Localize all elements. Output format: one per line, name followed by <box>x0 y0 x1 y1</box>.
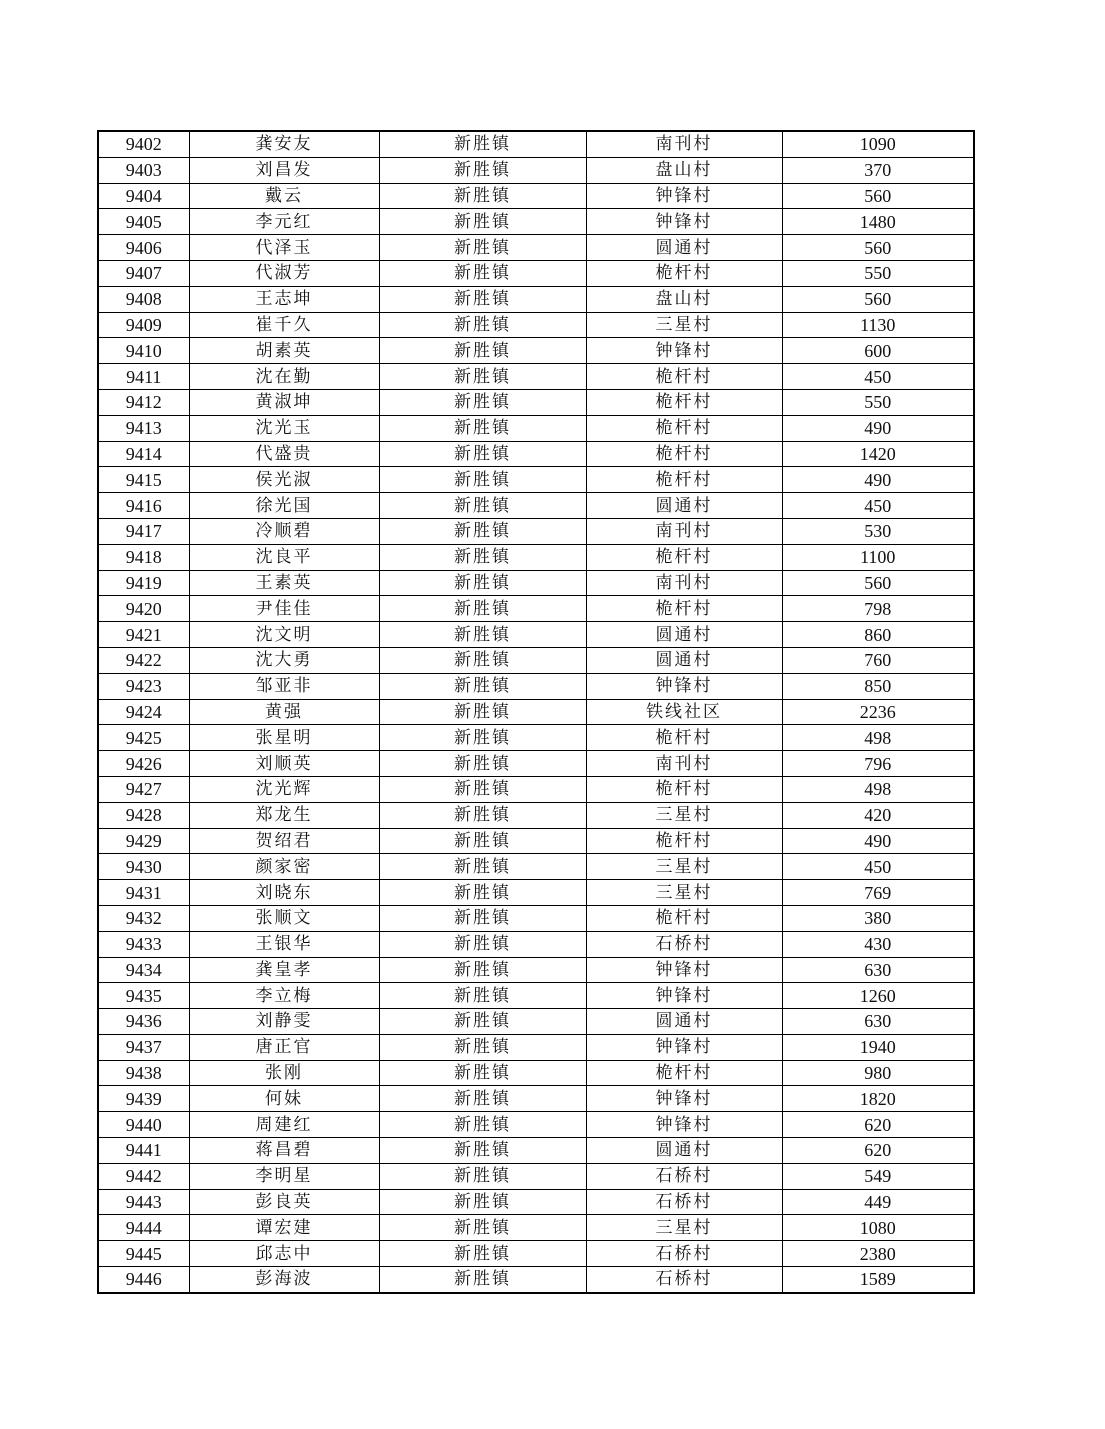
cell-village: 三星村 <box>586 312 782 338</box>
cell-village: 南刊村 <box>586 131 782 157</box>
table-row <box>98 183 974 209</box>
cell-village: 圆通村 <box>586 493 782 519</box>
cell-person-name: 沈光玉 <box>189 415 379 441</box>
cell-village: 三星村 <box>586 1215 782 1241</box>
cell-serial-number: 9433 <box>98 931 189 957</box>
cell-town: 新胜镇 <box>379 596 586 622</box>
cell-serial-number: 9413 <box>98 415 189 441</box>
cell-person-name: 王素英 <box>189 570 379 596</box>
cell-person-name: 李明星 <box>189 1163 379 1189</box>
cell-serial-number: 9414 <box>98 441 189 467</box>
table-row <box>98 725 974 751</box>
cell-amount: 560 <box>782 570 974 596</box>
cell-town: 新胜镇 <box>379 1267 586 1293</box>
table-row <box>98 673 974 699</box>
cell-village: 钟锋村 <box>586 957 782 983</box>
cell-serial-number: 9408 <box>98 286 189 312</box>
cell-town: 新胜镇 <box>379 725 586 751</box>
table-row <box>98 776 974 802</box>
cell-person-name: 沈大勇 <box>189 647 379 673</box>
cell-serial-number: 9443 <box>98 1189 189 1215</box>
cell-amount: 1080 <box>782 1215 974 1241</box>
cell-amount: 490 <box>782 415 974 441</box>
cell-amount: 490 <box>782 828 974 854</box>
cell-person-name: 代泽玉 <box>189 235 379 261</box>
cell-village: 桅杆村 <box>586 544 782 570</box>
cell-amount: 798 <box>782 596 974 622</box>
table-row <box>98 544 974 570</box>
cell-amount: 620 <box>782 1138 974 1164</box>
cell-town: 新胜镇 <box>379 1086 586 1112</box>
cell-town: 新胜镇 <box>379 1163 586 1189</box>
cell-person-name: 蒋昌碧 <box>189 1138 379 1164</box>
cell-person-name: 刘静雯 <box>189 1009 379 1035</box>
cell-town: 新胜镇 <box>379 389 586 415</box>
cell-amount: 550 <box>782 389 974 415</box>
cell-amount: 620 <box>782 1112 974 1138</box>
cell-person-name: 刘晓东 <box>189 880 379 906</box>
cell-serial-number: 9418 <box>98 544 189 570</box>
cell-serial-number: 9420 <box>98 596 189 622</box>
cell-person-name: 张顺文 <box>189 905 379 931</box>
cell-village: 桅杆村 <box>586 260 782 286</box>
cell-town: 新胜镇 <box>379 776 586 802</box>
table-row <box>98 802 974 828</box>
cell-serial-number: 9432 <box>98 905 189 931</box>
cell-village: 桅杆村 <box>586 467 782 493</box>
cell-town: 新胜镇 <box>379 905 586 931</box>
cell-amount: 560 <box>782 286 974 312</box>
cell-person-name: 黄强 <box>189 699 379 725</box>
cell-serial-number: 9434 <box>98 957 189 983</box>
table-row <box>98 312 974 338</box>
cell-person-name: 周建红 <box>189 1112 379 1138</box>
cell-person-name: 李元红 <box>189 209 379 235</box>
cell-village: 石桥村 <box>586 1267 782 1293</box>
table-row <box>98 647 974 673</box>
cell-amount: 449 <box>782 1189 974 1215</box>
cell-serial-number: 9445 <box>98 1241 189 1267</box>
cell-town: 新胜镇 <box>379 493 586 519</box>
cell-village: 南刊村 <box>586 751 782 777</box>
cell-serial-number: 9411 <box>98 364 189 390</box>
cell-town: 新胜镇 <box>379 931 586 957</box>
cell-village: 石桥村 <box>586 931 782 957</box>
table-row <box>98 905 974 931</box>
cell-amount: 498 <box>782 725 974 751</box>
table-row <box>98 1215 974 1241</box>
cell-serial-number: 9424 <box>98 699 189 725</box>
table-row <box>98 1267 974 1293</box>
cell-amount: 498 <box>782 776 974 802</box>
cell-amount: 860 <box>782 622 974 648</box>
cell-village: 南刊村 <box>586 570 782 596</box>
cell-town: 新胜镇 <box>379 854 586 880</box>
cell-town: 新胜镇 <box>379 312 586 338</box>
cell-village: 南刊村 <box>586 518 782 544</box>
cell-person-name: 彭海波 <box>189 1267 379 1293</box>
cell-village: 三星村 <box>586 802 782 828</box>
cell-person-name: 冷顺碧 <box>189 518 379 544</box>
cell-person-name: 徐光国 <box>189 493 379 519</box>
cell-amount: 630 <box>782 1009 974 1035</box>
cell-person-name: 崔千久 <box>189 312 379 338</box>
table-row <box>98 983 974 1009</box>
cell-amount: 1589 <box>782 1267 974 1293</box>
table-row <box>98 751 974 777</box>
cell-town: 新胜镇 <box>379 518 586 544</box>
cell-village: 钟锋村 <box>586 1112 782 1138</box>
cell-town: 新胜镇 <box>379 131 586 157</box>
cell-town: 新胜镇 <box>379 957 586 983</box>
table-row <box>98 493 974 519</box>
table-row <box>98 415 974 441</box>
cell-person-name: 颜家密 <box>189 854 379 880</box>
cell-village: 桅杆村 <box>586 725 782 751</box>
cell-serial-number: 9416 <box>98 493 189 519</box>
cell-person-name: 李立梅 <box>189 983 379 1009</box>
cell-amount: 2236 <box>782 699 974 725</box>
cell-amount: 850 <box>782 673 974 699</box>
cell-village: 钟锋村 <box>586 673 782 699</box>
cell-person-name: 郑龙生 <box>189 802 379 828</box>
table-row <box>98 1189 974 1215</box>
table-row <box>98 518 974 544</box>
table-row <box>98 1112 974 1138</box>
cell-town: 新胜镇 <box>379 183 586 209</box>
cell-town: 新胜镇 <box>379 983 586 1009</box>
cell-serial-number: 9406 <box>98 235 189 261</box>
table-row <box>98 235 974 261</box>
cell-amount: 450 <box>782 493 974 519</box>
cell-village: 桅杆村 <box>586 415 782 441</box>
cell-amount: 2380 <box>782 1241 974 1267</box>
cell-town: 新胜镇 <box>379 699 586 725</box>
cell-serial-number: 9419 <box>98 570 189 596</box>
cell-amount: 450 <box>782 854 974 880</box>
table-row <box>98 570 974 596</box>
cell-amount: 769 <box>782 880 974 906</box>
cell-person-name: 黄淑坤 <box>189 389 379 415</box>
cell-amount: 450 <box>782 364 974 390</box>
cell-village: 桅杆村 <box>586 776 782 802</box>
table-row <box>98 1163 974 1189</box>
table-row <box>98 1138 974 1164</box>
table-row <box>98 880 974 906</box>
cell-person-name: 张刚 <box>189 1060 379 1086</box>
cell-person-name: 沈良平 <box>189 544 379 570</box>
cell-amount: 1420 <box>782 441 974 467</box>
cell-village: 圆通村 <box>586 647 782 673</box>
cell-town: 新胜镇 <box>379 441 586 467</box>
cell-town: 新胜镇 <box>379 415 586 441</box>
table-row <box>98 854 974 880</box>
cell-amount: 549 <box>782 1163 974 1189</box>
roster-table <box>97 130 975 1294</box>
table-row <box>98 1086 974 1112</box>
cell-town: 新胜镇 <box>379 260 586 286</box>
cell-person-name: 胡素英 <box>189 338 379 364</box>
cell-village: 桅杆村 <box>586 389 782 415</box>
cell-person-name: 沈在勤 <box>189 364 379 390</box>
cell-amount: 380 <box>782 905 974 931</box>
cell-village: 石桥村 <box>586 1241 782 1267</box>
cell-serial-number: 9404 <box>98 183 189 209</box>
cell-town: 新胜镇 <box>379 209 586 235</box>
cell-person-name: 邱志中 <box>189 1241 379 1267</box>
cell-serial-number: 9407 <box>98 260 189 286</box>
cell-serial-number: 9440 <box>98 1112 189 1138</box>
cell-amount: 630 <box>782 957 974 983</box>
cell-person-name: 尹佳佳 <box>189 596 379 622</box>
cell-person-name: 张星明 <box>189 725 379 751</box>
cell-serial-number: 9417 <box>98 518 189 544</box>
cell-town: 新胜镇 <box>379 1215 586 1241</box>
cell-village: 钟锋村 <box>586 983 782 1009</box>
cell-amount: 430 <box>782 931 974 957</box>
cell-amount: 1130 <box>782 312 974 338</box>
cell-serial-number: 9446 <box>98 1267 189 1293</box>
table-row <box>98 1009 974 1035</box>
cell-amount: 980 <box>782 1060 974 1086</box>
cell-serial-number: 9444 <box>98 1215 189 1241</box>
cell-serial-number: 9439 <box>98 1086 189 1112</box>
cell-serial-number: 9410 <box>98 338 189 364</box>
table-row <box>98 828 974 854</box>
cell-serial-number: 9430 <box>98 854 189 880</box>
table-row <box>98 389 974 415</box>
cell-serial-number: 9429 <box>98 828 189 854</box>
cell-village: 钟锋村 <box>586 1034 782 1060</box>
cell-town: 新胜镇 <box>379 1112 586 1138</box>
cell-village: 桅杆村 <box>586 596 782 622</box>
cell-town: 新胜镇 <box>379 570 586 596</box>
cell-amount: 1940 <box>782 1034 974 1060</box>
cell-village: 钟锋村 <box>586 183 782 209</box>
cell-village: 桅杆村 <box>586 364 782 390</box>
cell-village: 钟锋村 <box>586 209 782 235</box>
cell-amount: 550 <box>782 260 974 286</box>
cell-village: 石桥村 <box>586 1189 782 1215</box>
table-row <box>98 260 974 286</box>
cell-serial-number: 9402 <box>98 131 189 157</box>
cell-village: 圆通村 <box>586 1138 782 1164</box>
cell-amount: 1090 <box>782 131 974 157</box>
cell-serial-number: 9423 <box>98 673 189 699</box>
cell-village: 盘山村 <box>586 286 782 312</box>
cell-amount: 1820 <box>782 1086 974 1112</box>
cell-person-name: 戴云 <box>189 183 379 209</box>
cell-serial-number: 9409 <box>98 312 189 338</box>
cell-person-name: 谭宏建 <box>189 1215 379 1241</box>
cell-village: 三星村 <box>586 880 782 906</box>
cell-village: 桅杆村 <box>586 1060 782 1086</box>
cell-amount: 560 <box>782 183 974 209</box>
cell-person-name: 龚皇孝 <box>189 957 379 983</box>
cell-town: 新胜镇 <box>379 751 586 777</box>
cell-amount: 600 <box>782 338 974 364</box>
table-row <box>98 622 974 648</box>
cell-town: 新胜镇 <box>379 1241 586 1267</box>
cell-person-name: 代淑芳 <box>189 260 379 286</box>
cell-amount: 760 <box>782 647 974 673</box>
table-row <box>98 441 974 467</box>
cell-village: 铁线社区 <box>586 699 782 725</box>
cell-serial-number: 9415 <box>98 467 189 493</box>
cell-serial-number: 9437 <box>98 1034 189 1060</box>
cell-town: 新胜镇 <box>379 1189 586 1215</box>
cell-amount: 1100 <box>782 544 974 570</box>
table-row <box>98 699 974 725</box>
cell-town: 新胜镇 <box>379 1034 586 1060</box>
table-row <box>98 1241 974 1267</box>
cell-amount: 1480 <box>782 209 974 235</box>
cell-town: 新胜镇 <box>379 647 586 673</box>
cell-village: 桅杆村 <box>586 905 782 931</box>
cell-village: 圆通村 <box>586 622 782 648</box>
cell-person-name: 沈光辉 <box>189 776 379 802</box>
cell-person-name: 王志坤 <box>189 286 379 312</box>
cell-serial-number: 9435 <box>98 983 189 1009</box>
cell-serial-number: 9428 <box>98 802 189 828</box>
table-row <box>98 1034 974 1060</box>
cell-person-name: 龚安友 <box>189 131 379 157</box>
cell-amount: 560 <box>782 235 974 261</box>
table-row <box>98 157 974 183</box>
cell-person-name: 邹亚非 <box>189 673 379 699</box>
cell-person-name: 何妹 <box>189 1086 379 1112</box>
cell-village: 圆通村 <box>586 235 782 261</box>
cell-town: 新胜镇 <box>379 622 586 648</box>
table-row <box>98 957 974 983</box>
cell-person-name: 代盛贵 <box>189 441 379 467</box>
cell-serial-number: 9442 <box>98 1163 189 1189</box>
cell-amount: 796 <box>782 751 974 777</box>
cell-serial-number: 9427 <box>98 776 189 802</box>
cell-town: 新胜镇 <box>379 235 586 261</box>
cell-serial-number: 9431 <box>98 880 189 906</box>
cell-town: 新胜镇 <box>379 286 586 312</box>
cell-serial-number: 9425 <box>98 725 189 751</box>
cell-town: 新胜镇 <box>379 673 586 699</box>
cell-village: 钟锋村 <box>586 1086 782 1112</box>
cell-town: 新胜镇 <box>379 1060 586 1086</box>
cell-serial-number: 9422 <box>98 647 189 673</box>
cell-person-name: 王银华 <box>189 931 379 957</box>
cell-serial-number: 9421 <box>98 622 189 648</box>
cell-village: 三星村 <box>586 854 782 880</box>
cell-village: 桅杆村 <box>586 828 782 854</box>
cell-person-name: 沈文明 <box>189 622 379 648</box>
table-row <box>98 1060 974 1086</box>
cell-person-name: 侯光淑 <box>189 467 379 493</box>
cell-amount: 490 <box>782 467 974 493</box>
cell-person-name: 刘昌发 <box>189 157 379 183</box>
cell-village: 桅杆村 <box>586 441 782 467</box>
cell-amount: 370 <box>782 157 974 183</box>
cell-town: 新胜镇 <box>379 802 586 828</box>
cell-person-name: 刘顺英 <box>189 751 379 777</box>
cell-serial-number: 9403 <box>98 157 189 183</box>
cell-town: 新胜镇 <box>379 828 586 854</box>
cell-amount: 1260 <box>782 983 974 1009</box>
roster-table-body <box>98 131 974 1293</box>
cell-serial-number: 9436 <box>98 1009 189 1035</box>
table-row <box>98 467 974 493</box>
cell-serial-number: 9438 <box>98 1060 189 1086</box>
cell-town: 新胜镇 <box>379 157 586 183</box>
cell-town: 新胜镇 <box>379 364 586 390</box>
cell-serial-number: 9426 <box>98 751 189 777</box>
cell-town: 新胜镇 <box>379 880 586 906</box>
table-row <box>98 286 974 312</box>
cell-town: 新胜镇 <box>379 544 586 570</box>
cell-village: 石桥村 <box>586 1163 782 1189</box>
cell-serial-number: 9405 <box>98 209 189 235</box>
cell-serial-number: 9412 <box>98 389 189 415</box>
cell-person-name: 彭良英 <box>189 1189 379 1215</box>
cell-person-name: 唐正官 <box>189 1034 379 1060</box>
cell-town: 新胜镇 <box>379 467 586 493</box>
cell-town: 新胜镇 <box>379 1009 586 1035</box>
cell-serial-number: 9441 <box>98 1138 189 1164</box>
cell-village: 盘山村 <box>586 157 782 183</box>
table-row <box>98 131 974 157</box>
cell-town: 新胜镇 <box>379 338 586 364</box>
table-row <box>98 338 974 364</box>
table-row <box>98 931 974 957</box>
table-row <box>98 209 974 235</box>
cell-village: 钟锋村 <box>586 338 782 364</box>
cell-person-name: 贺绍君 <box>189 828 379 854</box>
cell-town: 新胜镇 <box>379 1138 586 1164</box>
table-row <box>98 364 974 390</box>
cell-amount: 530 <box>782 518 974 544</box>
cell-village: 圆通村 <box>586 1009 782 1035</box>
cell-amount: 420 <box>782 802 974 828</box>
table-row <box>98 596 974 622</box>
